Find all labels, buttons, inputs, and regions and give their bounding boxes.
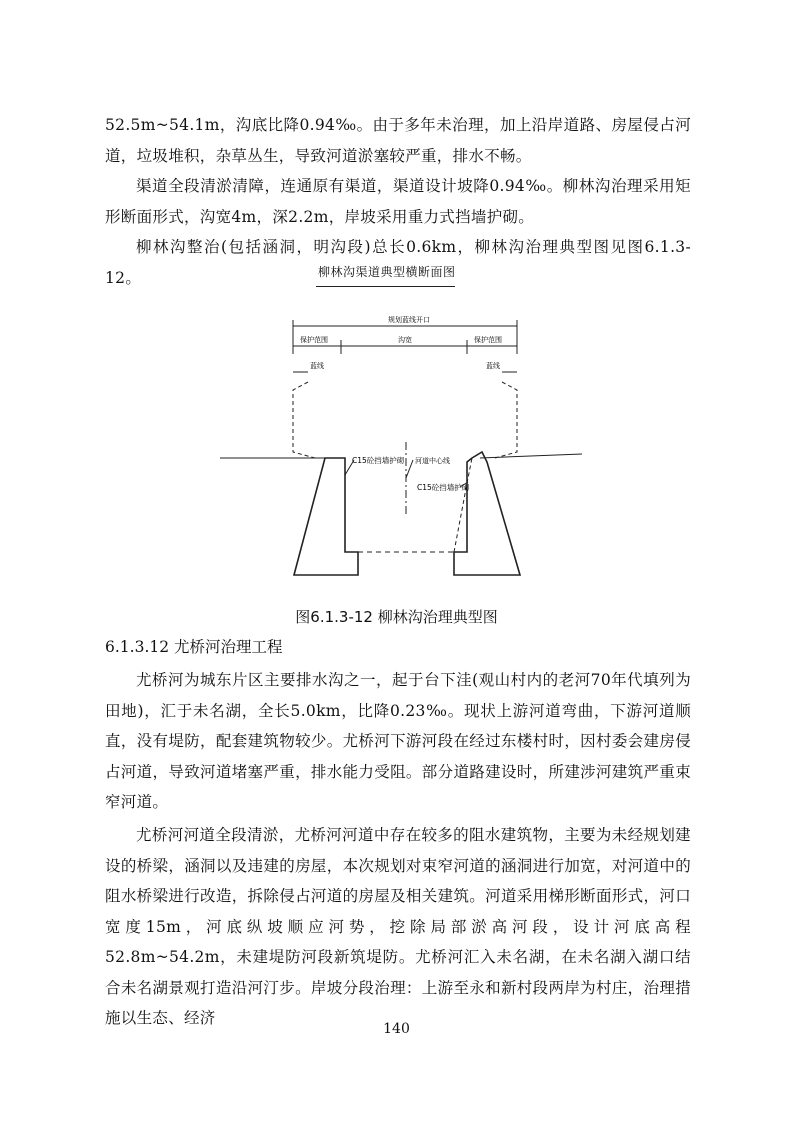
paragraph-liulin-summary: 柳林沟整治(包括涵洞，明沟段)总长0.6km，柳林沟治理典型图见图6.1.3-12。 (105, 238, 691, 287)
label-top-span: 规划蓝线开口 (388, 316, 430, 324)
label-left-protect: 保护范围 (300, 336, 328, 344)
label-right-protect: 保护范围 (474, 336, 502, 344)
section-heading: 6.1.3.12 尤桥河治理工程 (105, 638, 283, 656)
page-number: 140 (383, 1021, 410, 1037)
label-channel-width: 沟宽 (398, 336, 412, 344)
cross-section-drawing (210, 310, 590, 590)
figure-title: 柳林沟渠道典型横断面图 (318, 265, 456, 279)
label-left-wall: C15砼挡墙护砌 (352, 456, 405, 465)
figure-title-underline (316, 286, 455, 287)
paragraph-youqiao-plan: 尤桥河河道全段清淤，尤桥河河道中存在较多的阻水建筑物，主要为未经规划建设的桥梁，涵洞以及违建的房屋，本次规划对束窄河道的涵洞进行加宽，对河道中的阻水桥梁进行改造，拆除侵占河道的房屋及相关建筑。河道采用梯形断面形式，河口宽度15m，河底纵坡顺应河势，挖除局部淤高河段，设计河底高程52.8m~54.2m，未建堤防河段新筑堤防。尤桥河汇入未名湖，在未名湖入湖口结合未名湖景观打造沿河汀步。岸坡分段治理：上游至永和新村段两岸为村庄，治理措施以生态、经济 (105, 826, 691, 1027)
figure-caption: 图6.1.3-12 柳林沟治理典型图 (295, 608, 498, 626)
paragraph-channel-design: 渠道全段清淤清障，连通原有渠道，渠道设计坡降0.94‰。柳林沟治理采用矩形断面形式，沟宽4m，深2.2m，岸坡采用重力式挡墙护砌。 (105, 177, 691, 226)
label-left-blueline: 蓝线 (310, 362, 324, 370)
label-right-wall: C15砼挡墙护砌 (417, 483, 470, 492)
paragraph-continuation: 52.5m~54.1m，沟底比降0.94‰。由于多年未治理，加上沿岸道路、房屋侵占河道，垃圾堆积，杂草丛生，导致河道淤塞较严重，排水不畅。 (105, 116, 691, 165)
paragraph-youqiao-overview: 尤桥河为城东片区主要排水沟之一，起于台下洼(观山村内的老河70年代填列为田地)，汇于未名湖，全长5.0km，比降0.23‰。现状上游河道弯曲，下游河道顺直，没有堤防，配套建筑物较少。尤桥河下游河段在经过东楼村时，因村委会建房侵占河道，导致河道堵塞严重，排水能力受阻。部分道路建设时，所建涉河建筑严重束窄河道。 (105, 671, 691, 811)
label-centerline: 河道中心线 (415, 457, 450, 465)
label-right-blueline: 蓝线 (486, 362, 500, 370)
